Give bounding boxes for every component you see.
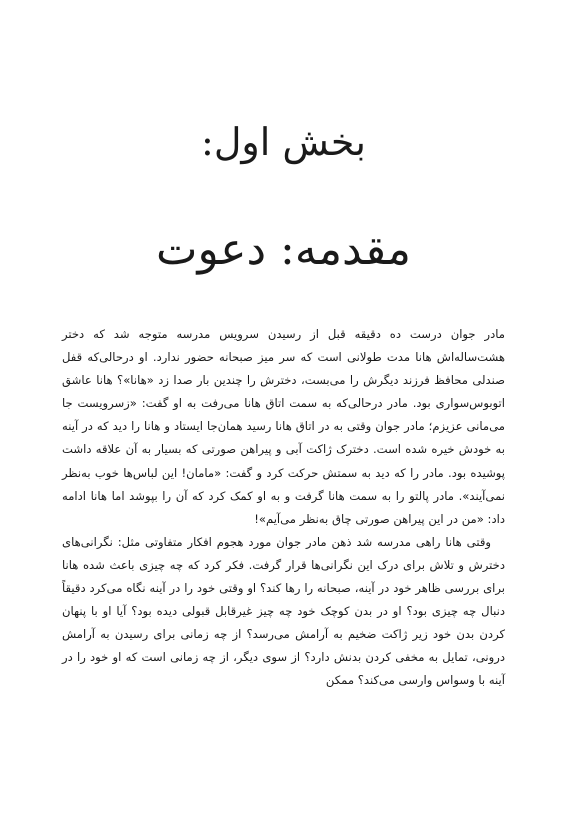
part-title: بخش اول: xyxy=(201,120,366,164)
section-title: مقدمه: دعوت xyxy=(156,224,411,275)
paragraph: وقتی هانا راهی مدرسه شد ذهن مادر جوان مورد هجوم افکار متفاوتی مثل: نگرانی‌های دخترش و تلاش برای درک این نگرانی‌ها قرار گرفت. فکر کرد که چه چیزی باعث شده هانا برای بررسی ظاهر خود در آینه، صبحانه را رها کند؟ او وقتی خود را در آینه نگاه می‌کرد دقیقاً دنبال چه چیزی بود؟ او در بدن کوچک خود چه چیز غیرقابل قبولی دیده بود؟ آیا او با پنهان کردن بدن خود زیر ژاکت ضخیم به آرامش می‌رسد؟ از چه زمانی برای رسیدن به آرامش درونی، تمایل به مخفی کردن بدنش دارد؟ از سوی دیگر، از چه زمانی است که او خود را در آینه با وسواس وارسی می‌کند؟ ممکن xyxy=(62,534,505,688)
paragraph: مادر جوان درست ده دقیقه قبل از رسیدن سرویس مدرسه متوجه شد که دختر هشت‌ساله‌اش هانا مدت طولانی است که سر میز صبحانه حضور ندارد. او درحالی‌که قفل صندلی محافظ فرزند دیگرش را می‌بست، دخترش را چندین بار صدا زد «هانا»؟ هانا عاشق اتوبوس‌سواری بود. مادر درحالی‌که به سمت اتاق هانا می‌رفت به او گفت: «زسرویست جا می‌مانی عزیزم؛ مادر جوان وقتی به در اتاق هانا رسید همان‌جا ایستاد و هانا را دید که در آینه به خودش خیره شده است. دخترک ژاکت آبی و پیراهن صورتی که بسیار به آن علاقه داشت پوشیده بود. مادر را که دید به سمتش حرکت کرد و گفت: «مامان! این لباس‌ها خوب به‌نظر نمی‌آیند». مادر پالتو را به سمت هانا گرفت و به او کمک کرد که آن را بپوشد اما هانا ادامه داد: «من در این پیراهن صورتی چاق به‌نظر می‌آیم»! xyxy=(62,327,505,526)
body-text xyxy=(62,323,505,693)
